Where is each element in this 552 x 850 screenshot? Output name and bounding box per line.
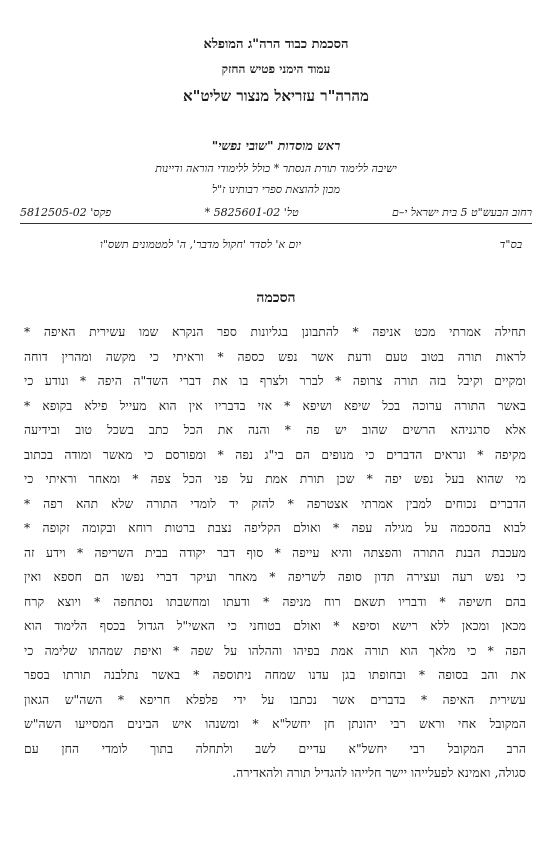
body-line: מקיפה * ונראים הדברים כי מנופים הם בי"ג נפה * ומפורסם כי מאשר ומודה בכתוב xyxy=(24,447,526,462)
body-line: מכאן ומכאן ללא רישא וסיפא * ואולם בטוחני כי האשי"ל הגדול בכסף הלימוד הוא xyxy=(24,619,526,633)
bsd-mark: בס"ד xyxy=(499,238,522,251)
body-line: אלא סרגניהא הרשים שהוב יש פה * והנה את הכל כתב בשכל טוב ובידיעה xyxy=(24,423,526,437)
body-line: המקובל אחי וראש רבי יהונתן חן יחשל"א * ומשנהו איש הבינים המסייעו השה"ש xyxy=(24,717,526,731)
body-line: באשר התורה ערוכה בכל שיפא ושיפא * אזי בדבריו אין הוא מעייל פילא בקופא * xyxy=(24,398,526,413)
body-line: הדברים נכוחים למבין אמרתי אצטרפה * להזק יד לומדי התורה שלא תהא רפה * xyxy=(24,496,526,511)
body-line: עשירית האיפה * בדברים אשר נכתבו על ידי פלפלא חריפא * השה"ש הגאון xyxy=(24,692,526,707)
body-line: מעכבת הבנת התורה והפצתה והיא עייפה * סוף דבר יקודה בבית השריפה * וידע זה xyxy=(24,545,526,560)
body-line: בהם חשיפה * ודבריו תשאם רוח מניפה * ודעתו ומחשבתו נסתחפה * ויוצא קרח xyxy=(24,594,526,609)
letterhead-divider xyxy=(20,223,532,224)
contact-line xyxy=(20,206,532,219)
body-line: מי שהוא בעל נפש יפה * שכן תורת אמת על פני הכל צפה * ומאחר וראיתי כי xyxy=(24,472,526,486)
body-line: ומקיים וקיבל בזה תורה צרופה * לברר ולצרף בו את דברי השד"ה היפה * ונודע כי xyxy=(24,374,526,388)
institution-description: ישיבה ללימוד תורת הנסתר * כולל ללימודי הוראה ודיינות xyxy=(155,162,397,175)
institution-name: ראש מוסדות "שובי נפשי" xyxy=(211,138,341,153)
body-line: הפה * כי מלאך הוא תורה אמת בפיהו וההלהו על שפה * ואיפת שמהתו שלימה כי xyxy=(24,643,526,658)
header-rabbi-name: מהרה"ר עזריאל מנצור שליט"א xyxy=(183,87,369,105)
body-line: לבוא בהסכמה על מגילה עפה * ואולם הקליפה נצבת ברטות רוחא ובקומה זקופה * xyxy=(24,521,526,535)
fax-text: פקס' 5812505-02 xyxy=(20,206,112,219)
approbation-body xyxy=(24,320,526,786)
document-title: הסכמה xyxy=(256,290,296,306)
phone-text: טל' 5825601-02 * xyxy=(204,206,299,219)
address-text: רחוב הבעש"ט 5 בית ישראל י–ם xyxy=(392,206,532,219)
body-line: לראות תורה בטוב טעם ודעת אשר נפש כספה * וראיתי כי מקשה ומהרין דוחה xyxy=(24,349,526,364)
header-line-1: הסכמת כבוד הרה"ג המופלא xyxy=(203,37,349,52)
body-line: סגולה, ואמינא לפעלייהו יישר חלייהו להגדיל תורה ולהאדירה. xyxy=(232,766,526,780)
institution-publishing: מכון להוצאת ספרי רבותינו ז"ל xyxy=(211,183,341,196)
body-line: הרב המקובל רבי יחשל"א עדיים לשב ולתחלה בתוך לומדי החן עם xyxy=(24,741,526,756)
body-line: תחילה אמרתי מכט אניפה * להתבונן בגליונות ספר הנקרא שמו עשירית האיפה * xyxy=(24,325,526,339)
header-line-2: עמוד הימני פטיש החזק xyxy=(221,62,331,76)
body-line: כי נפש רעה ועצירה תדון סופה לשריפה * מאחר ועיקר דברי נפשו הם חספא ואין xyxy=(24,570,526,584)
letter-date: יום א' לסדר 'חקול מדבר', ה' למטמונים תשס"ו xyxy=(100,238,302,251)
body-line: את והב בסופה * ובחופתו בגן עדנו שמחה ניתוספה * באשר נתלבנה תורתו בספר xyxy=(24,668,526,682)
